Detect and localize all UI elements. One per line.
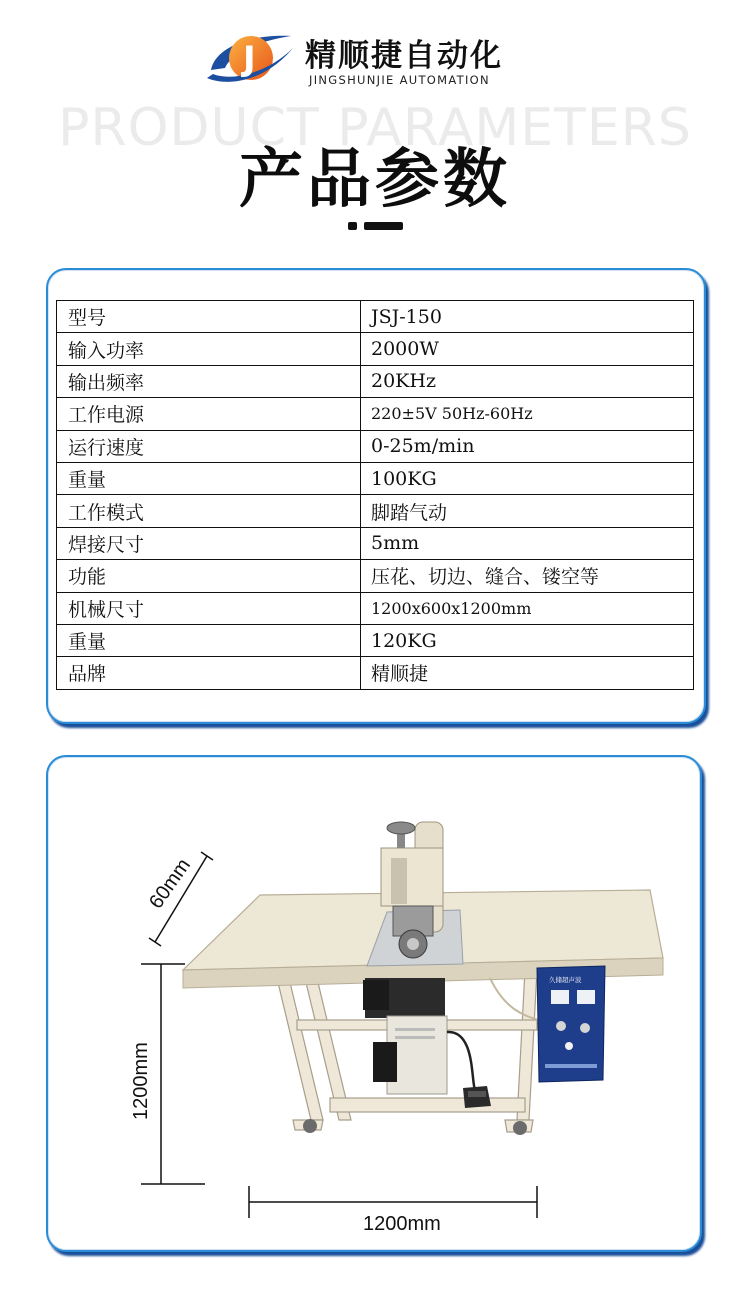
spec-label: 重量 [57, 624, 361, 656]
spec-value: 压花、切边、缝合、镂空等 [361, 560, 694, 592]
machine-image [125, 820, 685, 1240]
brand-logo-mark [205, 28, 297, 90]
spec-row [57, 495, 694, 527]
spec-label: 型号 [57, 301, 361, 333]
caster-wheel-left [303, 1119, 317, 1133]
spec-row [57, 657, 694, 689]
spec-value: 脚踏气动 [361, 495, 694, 527]
spec-table [56, 300, 694, 690]
spec-value: 5mm [361, 527, 694, 559]
control-panel-label: 久储超声波 [549, 976, 582, 984]
spec-row [57, 398, 694, 430]
spec-row [57, 592, 694, 624]
spec-label: 机械尺寸 [57, 592, 361, 624]
spec-value: JSJ-150 [361, 301, 694, 333]
spec-label: 输出频率 [57, 365, 361, 397]
brand-name-en: JINGSHUNJIE AUTOMATION [309, 73, 490, 87]
logo-letter: J [243, 39, 256, 79]
spec-row [57, 624, 694, 656]
spec-value: 精顺捷 [361, 657, 694, 689]
spec-value: 120KG [361, 624, 694, 656]
spec-value: 0-25m/min [361, 430, 694, 462]
brand-name-cn: 精顺捷自动化 [305, 38, 503, 74]
control-panel [537, 966, 605, 1082]
spec-row [57, 365, 694, 397]
width-dimension-label: 1200mm [363, 1213, 441, 1235]
spec-label: 功能 [57, 560, 361, 592]
foot-pedal [463, 1086, 491, 1108]
spec-label: 输入功率 [57, 333, 361, 365]
title-dash-dot [348, 222, 357, 230]
spec-label: 重量 [57, 462, 361, 494]
spec-label: 工作电源 [57, 398, 361, 430]
spec-row [57, 527, 694, 559]
height-dimension-label: 1200mm [130, 1042, 152, 1120]
spec-label: 工作模式 [57, 495, 361, 527]
brand-logo [205, 28, 545, 92]
spec-row [57, 462, 694, 494]
spec-value: 20KHz [361, 365, 694, 397]
caster-wheel-right [513, 1121, 527, 1135]
spec-value: 100KG [361, 462, 694, 494]
page-title: 产品参数 [239, 143, 511, 217]
spec-label: 运行速度 [57, 430, 361, 462]
generator-box [363, 978, 539, 1094]
spec-label: 焊接尺寸 [57, 527, 361, 559]
spec-row [57, 301, 694, 333]
spec-row [57, 560, 694, 592]
spec-value: 1200x600x1200mm [361, 592, 694, 624]
depth-dimension-label: 60mm [145, 854, 195, 913]
background-title: PRODUCT PARAMETERS [58, 98, 692, 158]
spec-value: 220±5V 50Hz-60Hz [361, 398, 694, 430]
spec-row [57, 430, 694, 462]
spec-value: 2000W [361, 333, 694, 365]
spec-row [57, 333, 694, 365]
title-dash-bar [364, 222, 403, 230]
spec-label: 品牌 [57, 657, 361, 689]
